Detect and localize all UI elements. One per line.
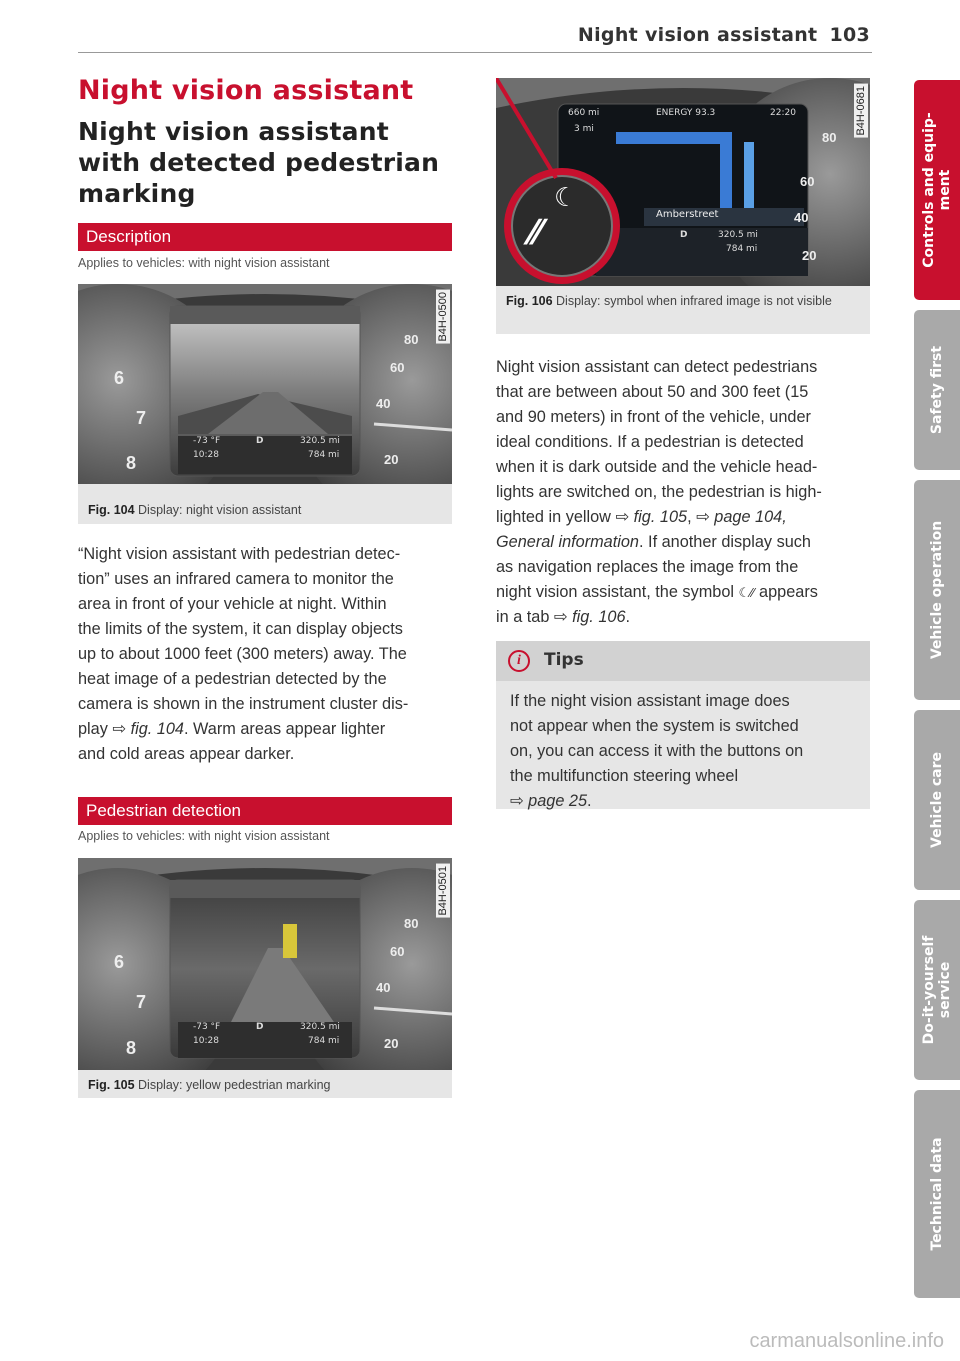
side-tab-diy[interactable] [914, 900, 960, 1080]
cluster-illustration-104 [78, 284, 452, 484]
svg-text:40: 40 [376, 396, 391, 411]
display-trip: 784 mi [726, 244, 758, 254]
side-tab-safety[interactable] [914, 310, 960, 470]
pedestrian-applies: Applies to vehicles: with night vision assistant [78, 829, 330, 843]
text-fragment: . If another display such [639, 533, 811, 551]
text-fragment: . [625, 608, 631, 626]
tips-box [496, 641, 870, 809]
text-line: Night vision assistant can detect pedestrians [496, 358, 818, 376]
text-line: camera is shown in the instrument cluster dis- [78, 695, 409, 713]
display-radio: ENERGY 93.3 [656, 108, 716, 118]
text-line: the limits of the system, it can display objects [78, 620, 403, 638]
general-information-link[interactable]: General information [496, 533, 639, 551]
description-paragraph [78, 542, 458, 767]
text-line: area in front of your vehicle at night. Within [78, 595, 387, 613]
fig-105-link[interactable]: fig. 105 [633, 508, 688, 526]
figure-106-caption [506, 292, 862, 311]
figure-105-caption [88, 1076, 444, 1095]
display-street: Amberstreet [656, 209, 719, 220]
svg-text:8: 8 [126, 1038, 137, 1058]
side-tab-controls[interactable] [914, 80, 960, 300]
figure-106-number: Fig. 106 [506, 294, 553, 308]
tips-body [510, 689, 858, 814]
text-fragment: night vision assistant, the symbol [496, 583, 739, 601]
svg-text:20: 20 [384, 452, 399, 467]
text-fragment: , ⇨ [687, 508, 715, 526]
chapter-title: Night vision assistant [78, 75, 414, 106]
side-tab-label: Do-it-yourself service [921, 935, 953, 1045]
figure-106-code: B4H-0681 [855, 86, 867, 136]
svg-text:60: 60 [390, 944, 405, 959]
figure-104-number: Fig. 104 [88, 503, 135, 517]
side-tab-label: Vehicle operation [929, 520, 945, 660]
display-time: 10:28 [193, 450, 219, 460]
text-fragment: . [587, 792, 592, 810]
figure-105-number: Fig. 105 [88, 1078, 135, 1092]
description-applies: Applies to vehicles: with night vision assistant [78, 256, 330, 270]
fig-104-link[interactable]: fig. 104 [130, 720, 184, 738]
svg-text:60: 60 [800, 174, 815, 189]
text-line [510, 789, 858, 814]
display-range: 660 mi [568, 108, 600, 118]
figure-106-caption-text: Display: symbol when infrared image is not visible [556, 294, 832, 308]
svg-text:☾: ☾ [554, 183, 578, 213]
side-tab-label: Vehicle care [929, 752, 945, 848]
text-line [496, 530, 876, 555]
text-fragment: in a tab ⇨ [496, 608, 573, 626]
night-vision-symbol-icon: ☾⁄⁄ [738, 585, 755, 600]
running-header-title: Night vision assistant [577, 24, 818, 46]
text-line: tion” uses an infrared camera to monitor the [78, 570, 394, 588]
svg-text:60: 60 [390, 360, 405, 375]
svg-text:40: 40 [376, 980, 391, 995]
page-number: 103 [829, 24, 870, 46]
side-tab-technical[interactable] [914, 1090, 960, 1298]
figure-104 [78, 284, 452, 524]
figure-106 [496, 78, 870, 334]
display-temp: -73 °F [193, 436, 221, 446]
display-trip: 784 mi [308, 1036, 340, 1046]
figure-104-code: B4H-0500 [437, 292, 449, 342]
tips-header [496, 641, 870, 681]
svg-text:80: 80 [404, 916, 419, 931]
display-trip: 784 mi [308, 450, 340, 460]
fig-106-link[interactable]: fig. 106 [572, 608, 626, 626]
display-temp: -73 °F [193, 1022, 221, 1032]
tips-title: Tips [544, 650, 584, 670]
text-fragment: ⇨ [510, 792, 529, 810]
info-icon: i [508, 650, 530, 672]
side-tab-label: Controls and equip- ment [921, 112, 953, 268]
text-line: that are between about 50 and 300 feet (15 [496, 383, 809, 401]
svg-text:80: 80 [404, 332, 419, 347]
watermark: carmanualsonline.info [749, 1330, 944, 1352]
text-line: up to about 1000 feet (300 meters) away. The [78, 645, 407, 663]
text-line: and cold areas appear darker. [78, 745, 295, 763]
svg-text:40: 40 [794, 210, 809, 225]
text-line: when it is dark outside and the vehicle head- [496, 458, 818, 476]
page-104-link[interactable]: page 104, [714, 508, 787, 526]
display-gear: D [680, 230, 688, 240]
svg-text:80: 80 [822, 130, 837, 145]
detection-paragraph [496, 355, 876, 630]
figure-105-image [78, 858, 452, 1070]
figure-105 [78, 858, 452, 1098]
figure-104-image [78, 284, 452, 484]
text-line [496, 605, 876, 630]
text-line [78, 717, 458, 742]
side-tab-label: Safety first [929, 345, 945, 435]
text-line: as navigation replaces the image from the [496, 558, 799, 576]
svg-text:8: 8 [126, 453, 137, 473]
text-fragment: . Warm areas appear lighter [183, 720, 386, 738]
display-distance: 3 mi [574, 124, 594, 134]
side-tab-label: Technical data [929, 1137, 945, 1251]
text-fragment: appears [754, 583, 818, 601]
text-line: heat image of a pedestrian detected by the [78, 670, 387, 688]
text-line: on, you can access it with the buttons on [510, 742, 804, 760]
text-line: the multifunction steering wheel [510, 767, 739, 785]
running-header [578, 24, 870, 46]
svg-text:6: 6 [114, 368, 125, 388]
display-odometer: 320.5 mi [300, 436, 340, 446]
text-line: If the night vision assistant image does [510, 692, 790, 710]
figure-104-caption-text: Display: night vision assistant [138, 503, 302, 517]
section-title: Night vision assistant with detected pedestrian marking [78, 117, 440, 208]
display-odometer: 320.5 mi [300, 1022, 340, 1032]
pedestrian-heading: Pedestrian detection [78, 797, 452, 825]
header-rule [78, 52, 872, 53]
figure-104-caption [88, 501, 444, 520]
cluster-illustration-105 [78, 858, 452, 1070]
svg-text:20: 20 [802, 248, 817, 263]
svg-text:7: 7 [136, 408, 147, 428]
text-line [496, 505, 876, 530]
svg-text:⁄⁄: ⁄⁄ [530, 213, 542, 253]
text-line: lights are switched on, the pedestrian is high- [496, 483, 822, 501]
text-fragment: lighted in yellow ⇨ [496, 508, 634, 526]
figure-105-caption-text: Display: yellow pedestrian marking [138, 1078, 331, 1092]
display-odometer: 320.5 mi [718, 230, 758, 240]
display-time: 10:28 [193, 1036, 219, 1046]
svg-text:7: 7 [136, 992, 147, 1012]
text-line [496, 580, 876, 605]
figure-106-image [496, 78, 870, 286]
side-tab-vehicle-operation[interactable] [914, 480, 960, 700]
text-line: not appear when the system is switched [510, 717, 799, 735]
side-tab-vehicle-care[interactable] [914, 710, 960, 890]
svg-text:6: 6 [114, 952, 125, 972]
description-heading: Description [78, 223, 452, 251]
display-gear: D [256, 1022, 264, 1032]
arrow-ref: play ⇨ [78, 720, 131, 738]
text-line: “Night vision assistant with pedestrian detec- [78, 545, 401, 563]
display-clock: 22:20 [770, 108, 796, 118]
display-gear: D [256, 436, 264, 446]
figure-105-code: B4H-0501 [437, 866, 449, 916]
text-line: and 90 meters) in front of the vehicle, under [496, 408, 811, 426]
page-25-link[interactable]: page 25 [528, 792, 588, 810]
svg-text:20: 20 [384, 1036, 399, 1051]
text-line: ideal conditions. If a pedestrian is detected [496, 433, 804, 451]
